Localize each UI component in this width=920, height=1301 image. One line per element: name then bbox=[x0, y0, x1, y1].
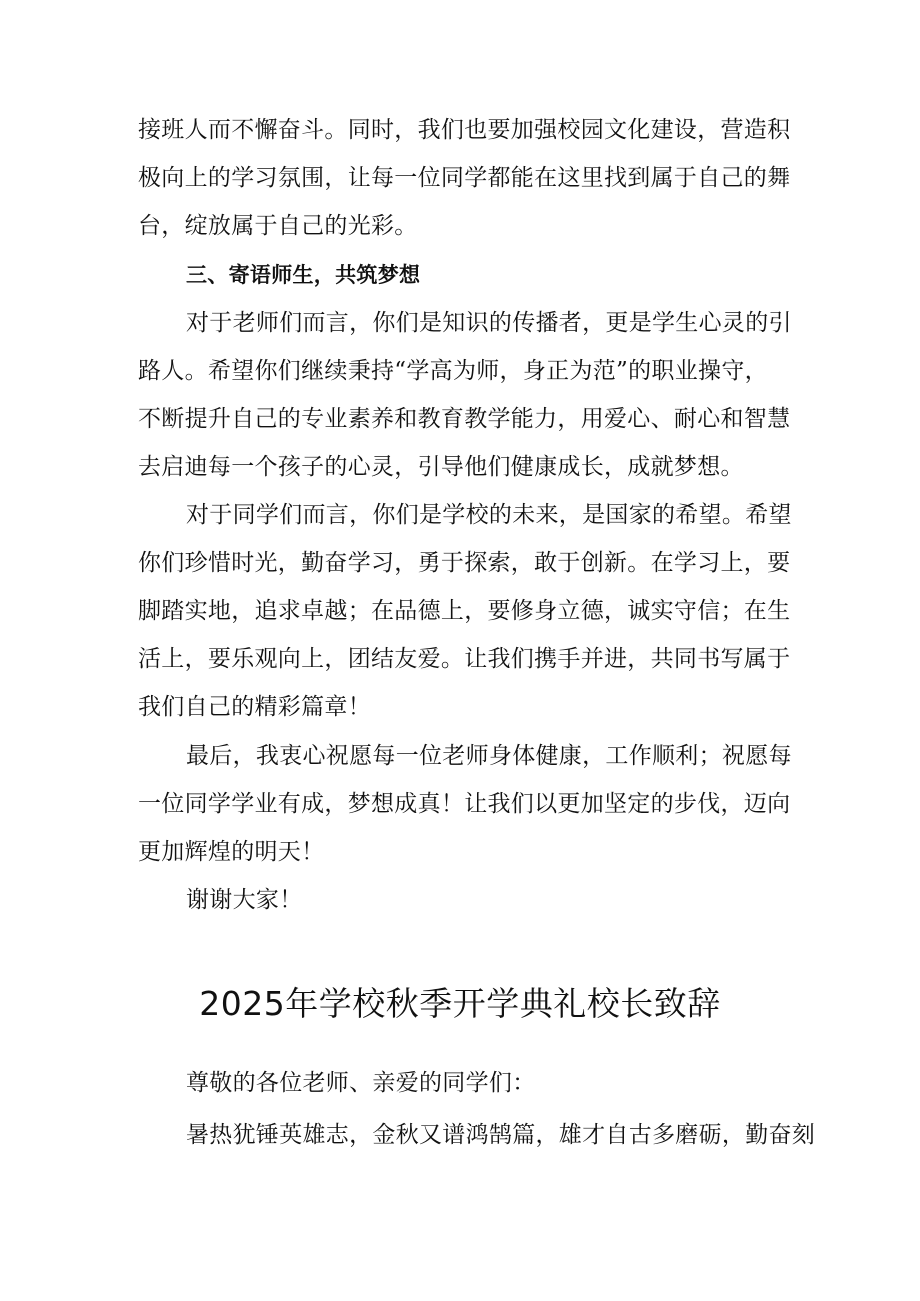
paragraph-line: 对于同学们而言，你们是学校的未来，是国家的希望。希望 bbox=[186, 502, 792, 528]
paragraph-line: 极向上的学习氛围，让每一位同学都能在这里找到属于自己的舞 bbox=[138, 165, 791, 191]
paragraph-line: 最后，我衷心祝愿每一位老师身体健康，工作顺利；祝愿每 bbox=[186, 743, 792, 769]
paragraph-line: 脚踏实地，追求卓越；在品德上，要修身立德，诚实守信；在生 bbox=[138, 598, 791, 624]
paragraph-line: 一位同学学业有成，梦想成真！让我们以更加坚定的步伐，迈向 bbox=[138, 791, 791, 817]
paragraph-line: 去启迪每一个孩子的心灵，引导他们健康成长，成就梦想。 bbox=[138, 454, 744, 480]
paragraph-line: 暑热犹锤英雄志，金秋又谱鸿鹄篇，雄才自古多磨砺，勤奋刻 bbox=[186, 1122, 816, 1148]
document-title: 2025年学校秋季开学典礼校长致辞 bbox=[199, 984, 721, 1023]
paragraph-line: 我们自己的精彩篇章！ bbox=[138, 694, 371, 720]
paragraph-line: 更加辉煌的明天！ bbox=[138, 839, 325, 865]
paragraph-line: 你们珍惜时光，勤奋学习，勇于探索，敢于创新。在学习上，要 bbox=[138, 550, 791, 576]
paragraph-line: 对于老师们而言，你们是知识的传播者，更是学生心灵的引 bbox=[186, 310, 792, 336]
thanks-line: 谢谢大家！ bbox=[186, 887, 303, 913]
section-heading: 三、寄语师生，共筑梦想 bbox=[186, 263, 421, 287]
paragraph-line: 台，绽放属于自己的光彩。 bbox=[138, 213, 418, 239]
paragraph-line: 活上，要乐观向上，团结友爱。让我们携手并进，共同书写属于 bbox=[138, 646, 791, 672]
paragraph-line: 接班人而不懈奋斗。同时，我们也要加强校园文化建设，营造积 bbox=[138, 117, 791, 143]
paragraph-line: 路人。希望你们继续秉持“学高为师，身正为范”的职业操守， bbox=[138, 358, 768, 384]
paragraph-line: 不断提升自己的专业素养和教育教学能力，用爱心、耐心和智慧 bbox=[138, 406, 791, 432]
salutation: 尊敬的各位老师、亲爱的同学们： bbox=[186, 1070, 536, 1096]
